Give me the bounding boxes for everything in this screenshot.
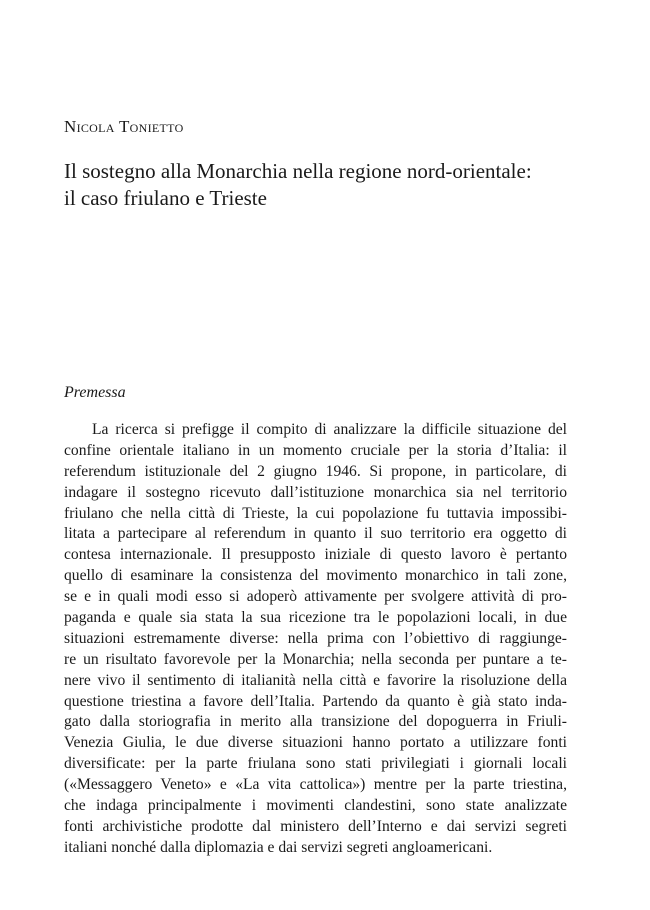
article-title: [64, 158, 604, 212]
title-line: il caso friulano e Trieste: [64, 186, 267, 210]
text-line: se e in quali modi esso si adoperò attivamente per svolgere attività di pro-: [64, 588, 567, 606]
text-line: italiani nonché dalla diplomazia e dai servizi segreti angloamericani.: [64, 838, 493, 856]
text-line: Venezia Giulia, le due diverse situazioni hanno portato a utilizzare fonti: [64, 734, 567, 752]
text-line: friulano che nella città di Trieste, la cui popolazione fu tuttavia impossibi-: [64, 504, 567, 522]
text-line: situazioni estremamente diverse: nella prima con l’obiettivo di raggiunge-: [64, 629, 567, 647]
text-line: gato dalla storiografia in merito alla transizione del dopoguerra in Friuli-: [64, 713, 567, 731]
text-line: re un risultato favorevole per la Monarchia; nella seconda per puntare a te-: [64, 650, 567, 668]
title-line: Il sostegno alla Monarchia nella regione nord-orientale:: [64, 159, 532, 183]
text-line: («Messaggero Veneto» e «La vita cattolica») mentre per la parte triestina,: [64, 776, 567, 794]
text-line: diversificate: per la parte friulana sono stati privilegiati i giornali locali: [64, 755, 567, 773]
text-line: indagare il sostegno ricevuto dall’istituzione monarchica sia nel territorio: [64, 483, 567, 501]
body-paragraph: [64, 420, 567, 859]
section-heading: Premessa: [64, 384, 126, 401]
text-line: questione triestina a favore dell’Italia. Partendo da quanto è già stato inda-: [64, 692, 567, 710]
text-line: che indaga principalmente i movimenti clandestini, sono state analizzate: [64, 797, 567, 815]
text-line: contesa internazionale. Il presupposto iniziale di questo lavoro è pertanto: [64, 546, 567, 564]
text-line: paganda e quale sia stata la sua ricezione tra le popolazioni locali, in due: [64, 609, 567, 627]
text-line: litata a partecipare al referendum in quanto il suo territorio era oggetto di: [64, 525, 567, 543]
text-line: nere vivo il sentimento di italianità nella città e favorire la risoluzione della: [64, 671, 567, 689]
text-line: referendum istituzionale del 2 giugno 1946. Si propone, in particolare, di: [64, 462, 567, 480]
text-line: La ricerca si prefigge il compito di analizzare la difficile situazione del: [92, 421, 567, 438]
text-line: fonti archivistiche prodotte dal ministero dell’Interno e dai servizi segreti: [64, 817, 567, 835]
text-line: confine orientale italiano in un momento cruciale per la storia d’Italia: il: [64, 441, 567, 459]
author-name: Nicola Tonietto: [64, 117, 184, 136]
text-line: quello di esaminare la consistenza del movimento monarchico in tali zone,: [64, 567, 567, 585]
